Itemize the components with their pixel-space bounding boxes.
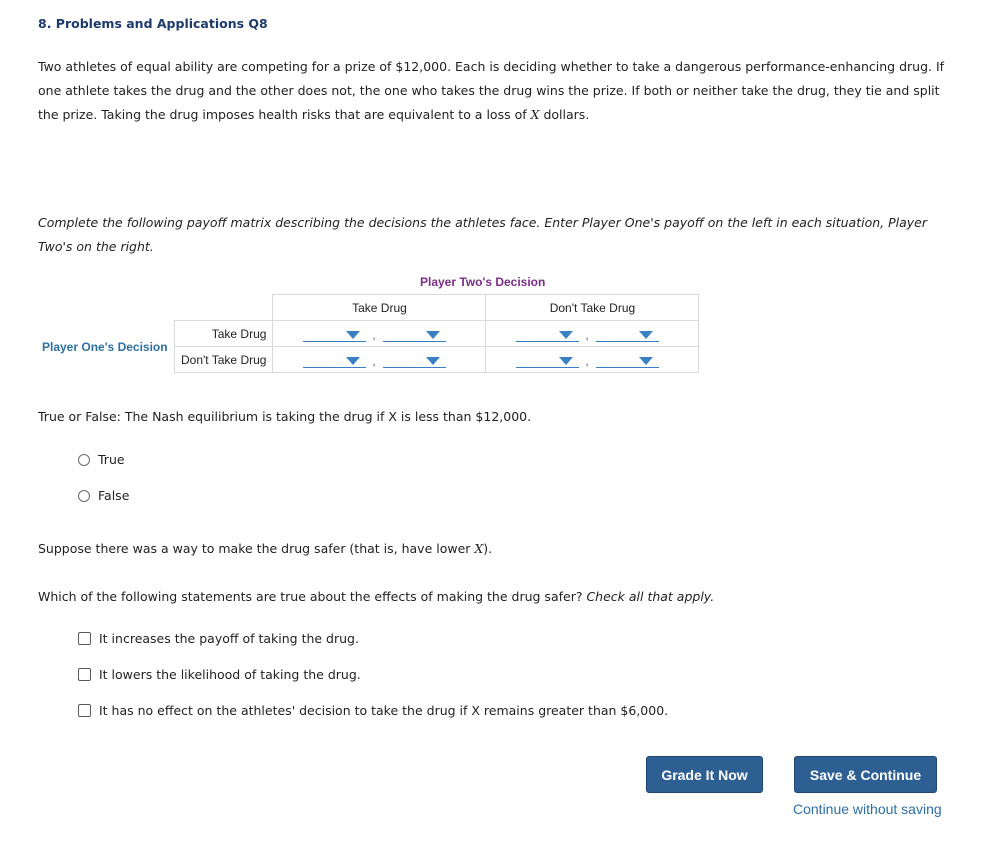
chevron-down-icon	[346, 331, 360, 339]
payoff-dropdown-p1-donttake-donttake[interactable]	[516, 354, 579, 368]
checkbox[interactable]	[78, 632, 91, 645]
row-header-take-drug: Take Drug	[175, 321, 273, 347]
question-title: 8. Problems and Applications Q8	[38, 16, 268, 31]
radio-button[interactable]	[78, 454, 90, 466]
row-header-dont-take-drug: Don't Take Drug	[175, 347, 273, 373]
suppose-statement: Suppose there was a way to make the drug safer (that is, have lower X).	[38, 541, 493, 556]
checkbox-option-2[interactable]	[78, 667, 361, 682]
cell-donttake-take: ,	[273, 347, 486, 373]
column-header-take-drug: Take Drug	[273, 295, 486, 321]
grade-it-now-button[interactable]: Grade It Now	[646, 756, 763, 793]
payoff-dropdown-p1-take-donttake[interactable]	[516, 328, 579, 342]
payoff-dropdown-p1-donttake-take[interactable]	[303, 354, 366, 368]
payoff-dropdown-p2-take-take[interactable]	[383, 328, 446, 342]
payoff-dropdown-p1-take-take[interactable]	[303, 328, 366, 342]
radio-option-false[interactable]	[78, 488, 129, 503]
chevron-down-icon	[426, 357, 440, 365]
checkbox-label: It lowers the likelihood of taking the drug.	[99, 667, 361, 682]
checkbox-question: Which of the following statements are true about the effects of making the drug safer? Check all that apply.	[38, 589, 715, 604]
save-and-continue-button[interactable]: Save & Continue	[794, 756, 937, 793]
continue-without-saving-link[interactable]: Continue without saving	[793, 801, 942, 817]
checkbox-label: It has no effect on the athletes' decision to take the drug if X remains greater than $6,000.	[99, 703, 669, 718]
checkbox-option-3[interactable]	[78, 703, 668, 718]
cell-take-donttake: ,	[486, 321, 699, 347]
checkbox[interactable]	[78, 704, 91, 717]
payoff-dropdown-p2-donttake-take[interactable]	[383, 354, 446, 368]
matrix-instructions: Complete the following payoff matrix describing the decisions the athletes face. Enter Player One's payoff on the left in each situation, Player Two's on the right.	[38, 215, 927, 254]
payoff-dropdown-p2-donttake-donttake[interactable]	[596, 354, 659, 368]
payoff-dropdown-p2-take-donttake[interactable]	[596, 328, 659, 342]
player-one-label: Player One's Decision	[42, 340, 168, 354]
radio-option-true[interactable]	[78, 452, 125, 467]
chevron-down-icon	[346, 357, 360, 365]
checkbox[interactable]	[78, 668, 91, 681]
chevron-down-icon	[559, 357, 573, 365]
problem-description: Two athletes of equal ability are competing for a prize of $12,000. Each is deciding whether to take a dangerous performance-enhancing drug. If one athlete takes the drug and the other does not, the one who takes the drug wins the prize. If both or neither take the drug, they tie and split the prize. Taking the drug imposes health risks that are equivalent to a loss of X dollars.	[38, 59, 945, 122]
payoff-matrix	[174, 294, 699, 373]
chevron-down-icon	[639, 357, 653, 365]
checkbox-option-1[interactable]	[78, 631, 359, 646]
radio-button[interactable]	[78, 490, 90, 502]
column-header-dont-take-drug: Don't Take Drug	[486, 295, 699, 321]
radio-label: True	[98, 452, 125, 467]
chevron-down-icon	[639, 331, 653, 339]
chevron-down-icon	[559, 331, 573, 339]
checkbox-label: It increases the payoff of taking the drug.	[99, 631, 359, 646]
radio-label: False	[98, 488, 130, 503]
cell-take-take: ,	[273, 321, 486, 347]
cell-donttake-donttake: ,	[486, 347, 699, 373]
chevron-down-icon	[426, 331, 440, 339]
true-false-question: True or False: The Nash equilibrium is taking the drug if X is less than $12,000.	[38, 409, 532, 424]
player-two-label: Player Two's Decision	[420, 275, 546, 289]
